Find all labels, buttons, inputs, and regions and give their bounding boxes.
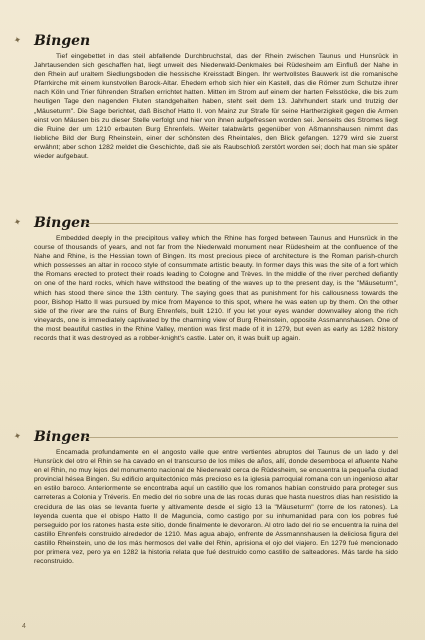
spanish-section — [12, 426, 398, 566]
spanish-heading: Bingen — [34, 429, 91, 445]
section-mark: ✦ — [12, 217, 23, 229]
german-heading: Bingen — [34, 33, 91, 49]
english-section — [12, 212, 398, 343]
page-number: 4 — [22, 623, 26, 630]
english-heading: Bingen — [34, 215, 91, 231]
section-divider — [84, 223, 398, 224]
spanish-text: Encamada profundamente en el angosto valle que entre vertientes abruptos del Taunus de un lado y del Hunsrück del otro el Rhin se ha cavado en el transcurso de los miles de años, allí, donde desemboca el afluente Nahe en el Rhin, no muy lejos del monumento nacional de Niederwald cerca de Rüdesheim, se encuentra la pequeña ciudad provincial hésea Bingen. Su edificio arquitectónico más precioso es la iglesia parroquial romana con un ingenioso altar en estilo baroco. Anteriormente se encontraba aquí un castillo que los romanos habían construido para proteger sus carreteras a Colonia y Tréveris. En medio del rio sobre una de las rocas duras que hasta nuestros días han resistido la crecidura de las olas se levanta fuerte y altivamente desde el siglo 13 la "Mäuseturm" (torre de los ratones). La leyenda cuenta que el obispo Hatto II de Maguncia, como castigo por su inhumanidad para con los pobres fué perseguido por los ratones hasta este sitio, donde finalmente le devoraron. Al otro lado del rio se encuentra la ruina del castillo Ehrenfels construido alrededor de 1210. Mas agua abajo, enfrente de Assmannshausen la deliciosa figura del castillo Rheinstein, uno de los más hermosos del valle del Rhin, aprisiona el ojo del viajero. En 1279 fué mencionado por primera vez, pero ya en 1282 la historia relata que fué destruido como castillo de salteadores. Más tarde ha sido reconstruido. — [34, 449, 398, 566]
german-section — [12, 30, 398, 161]
section-mark: ✦ — [12, 35, 23, 47]
english-text: Embedded deeply in the precipitous valley which the Rhine has forged between Taunus and Hunsrück in the course of thousands of years, and not far from the Niederwald monument near Rüdesheim at the confluence of the Nahe and Rhine, is the Hessian town of Bingen. Its most precious piece of architecture is the Roman parish-church which possesses an altar in rococo style of consummate artistic beauty. In former days this was the site of a fort which the Romans erected to protect their roads leading to Cologne and Trèves. In the middle of the river perched defiantly on one of the hard rocks, which have withstood the beating of the waves up to the present day, is the "Mäuseturm", which has stood there since the 13th century. The saying goes that as punishment for his callousness towards the poor, Bishop Hatto II was pursued by mice from Mayence to this spot, where he was eaten up by them. On the other side of the river are the ruins of Burg Ehrenfels, built 1210. If you let your eyes wander downvalley along the rich vineyards, one is immediately captivated by the charming view of Burg Rheinstein, opposite Assmannshausen. One of the most beautiful castles in the Rhine Valley, mention was first made of it in 1279, but even as early as 1282 history records that it was destroyed as a robber-knight's castle. Later on, it was built up again. — [34, 235, 398, 343]
section-divider — [84, 437, 398, 438]
section-mark: ✦ — [12, 431, 23, 443]
german-text: Tief eingebettet in das steil abfallende Durchbruchstal, das der Rhein zwischen Taunus und Hunsrück in Jahrtausenden sich geschaffen hat, liegt unweit des Niederwald-Denkmales bei Rüdesheim am Einfluß der Nahe in den Rhein auf uraltem Siedlungsboden die hessische Kreisstadt Bingen. Ihr wertvollstes Bauwerk ist die romanische Pfarrkirche mit einem kunstvollen Barock-Altar. Ehedem erhob sich hier ein Kastell, das die Römer zum Schutze ihrer nach Köln und Trier führenden Straßen errichtet hatten. Mitten im Strom auf einem der harten Felsstöcke, die bis zum heutigen Tage den nagenden Fluten standgehalten haben, steht seit dem 13. Jahrhundert stark und trutzig der „Mäuseturm". Die Sage berichtet, daß Bischof Hatto II. von Mainz zur Strafe für seine Hartherzigkeit gegen die Armen einst von Mäusen bis zu dieser Stelle verfolgt und hier von ihnen aufgefressen worden sei. Jenseits des Stromes liegt die Ruine der um 1210 erbauten Burg Ehrenfels. Weiter talabwärts gegenüber von Aßmannshausen nimmt das liebliche Bild der Burg Rheinstein, einer der schönsten des Rheintales, den Blick gefangen. 1279 wird sie zuerst erwähnt; aber schon 1282 meldet die Geschichte, daß sie als Raubschloß zerstört worden sei; doch hat man sie später wieder aufgebaut. — [34, 53, 398, 161]
